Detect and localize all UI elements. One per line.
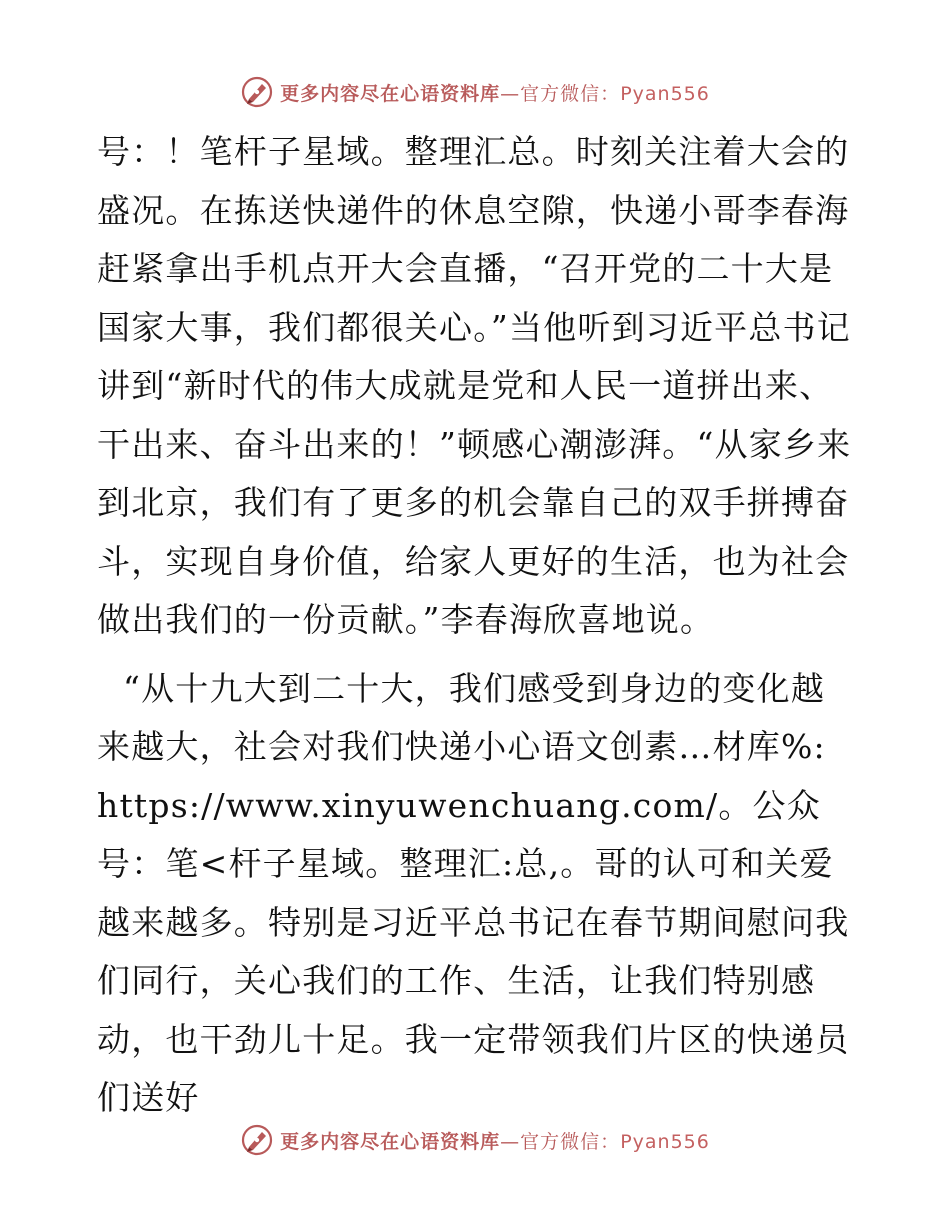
page-footer bbox=[0, 1118, 950, 1162]
header-separator: — bbox=[500, 82, 521, 105]
pen-seal-icon bbox=[240, 75, 274, 109]
header-brand-text bbox=[280, 79, 710, 106]
pen-seal-icon bbox=[240, 1123, 274, 1157]
header-brand-name: 更多内容尽在心语资料库 bbox=[280, 82, 501, 105]
header-wechat-label: 官方微信： bbox=[520, 82, 621, 105]
header-brand bbox=[240, 75, 710, 109]
footer-brand-name: 更多内容尽在心语资料库 bbox=[280, 1130, 501, 1153]
paragraph-1: 号：！笔杆子星域。整理汇总。时刻关注着大会的盛况。在拣送快递件的休息空隙，快递小哥李春海赶紧拿出手机点开大会直播，“召开党的二十大是国家大事，我们都很关心。”当他听到习近平总书记讲到“新时代的伟大成就是党和人民一道拼出来、干出来、奋斗出来的！”顿感心潮澎湃。“从家乡来到北京，我们有了更多的机会靠自己的双手拼搏奋斗，实现自身价值，给家人更好的生活，也为社会做出我们的一份贡献。”李春海欣喜地说。 bbox=[97, 132, 852, 639]
document-body bbox=[97, 123, 857, 1128]
page-header bbox=[0, 72, 950, 112]
footer-brand bbox=[240, 1123, 710, 1157]
paragraph-2: “从十九大到二十大，我们感受到身边的变化越来越大，社会对我们快递小心语文创素…材库%: https://www.xinyuwenchuang.com/。公众号：笔<杆子星域。整理汇:总,。哥的认可和关爱越来越多。特别是习近平总书记在春节期间慰问我们同行，关心我们的工作、生活，让我们特别感动，也干劲儿十足。我一定带领我们片区的快递员们送好 bbox=[97, 668, 850, 1117]
footer-brand-text bbox=[280, 1127, 710, 1154]
footer-separator: — bbox=[500, 1130, 521, 1153]
footer-wechat-label: 官方微信： bbox=[520, 1130, 621, 1153]
footer-wechat-id: Pyan556 bbox=[620, 1130, 710, 1153]
header-wechat-id: Pyan556 bbox=[620, 82, 710, 105]
